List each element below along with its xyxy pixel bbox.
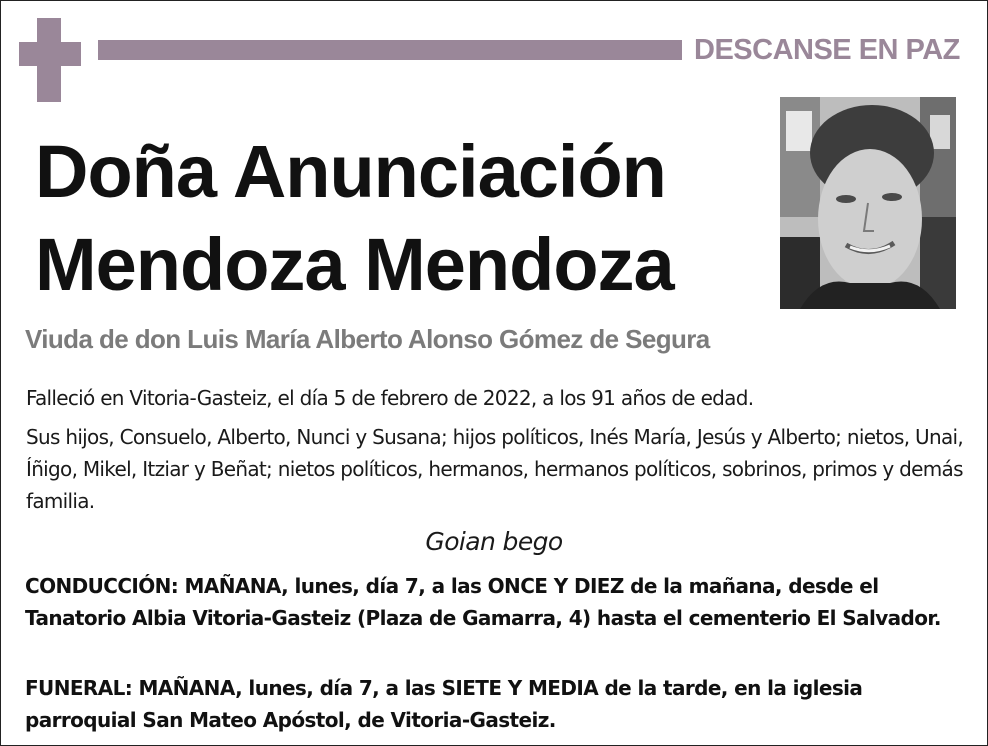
- header-label: DESCANSE EN PAZ: [694, 34, 960, 66]
- deceased-name: [35, 125, 674, 311]
- family-list: Sus hijos, Consuelo, Alberto, Nunci y Susana; hijos políticos, Inés María, Jesús y Alberto; nietos, Unai, Íñigo, Mikel, Itziar y Beñat; nietos políticos, hermanos, hermanos políticos, sobrinos, primos y demás familia.: [26, 425, 964, 513]
- motto: Goian bego: [425, 527, 563, 556]
- conduccion-notice: CONDUCCIÓN: MAÑANA, lunes, día 7, a las ONCE Y DIEZ de la mañana, desde el Tanatorio Albia Vitoria-Gasteiz (Plaza de Gamarra, 4) hasta el cementerio El Salvador.: [25, 574, 941, 630]
- portrait-photo: [780, 97, 956, 309]
- name-line-2: Mendoza Mendoza: [35, 223, 674, 306]
- widow-subtitle: Viuda de don Luis María Alberto Alonso Gómez de Segura: [25, 324, 710, 354]
- death-notice: Falleció en Vitoria-Gasteiz, el día 5 de febrero de 2022, a los 91 años de edad.: [26, 386, 754, 410]
- name-line-1: Doña Anunciación: [35, 130, 666, 213]
- funeral-notice: FUNERAL: MAÑANA, lunes, día 7, a las SIETE Y MEDIA de la tarde, en la iglesia parroquial San Mateo Apóstol, de Vitoria-Gasteiz.: [25, 676, 863, 732]
- header-divider-bar: [98, 40, 682, 60]
